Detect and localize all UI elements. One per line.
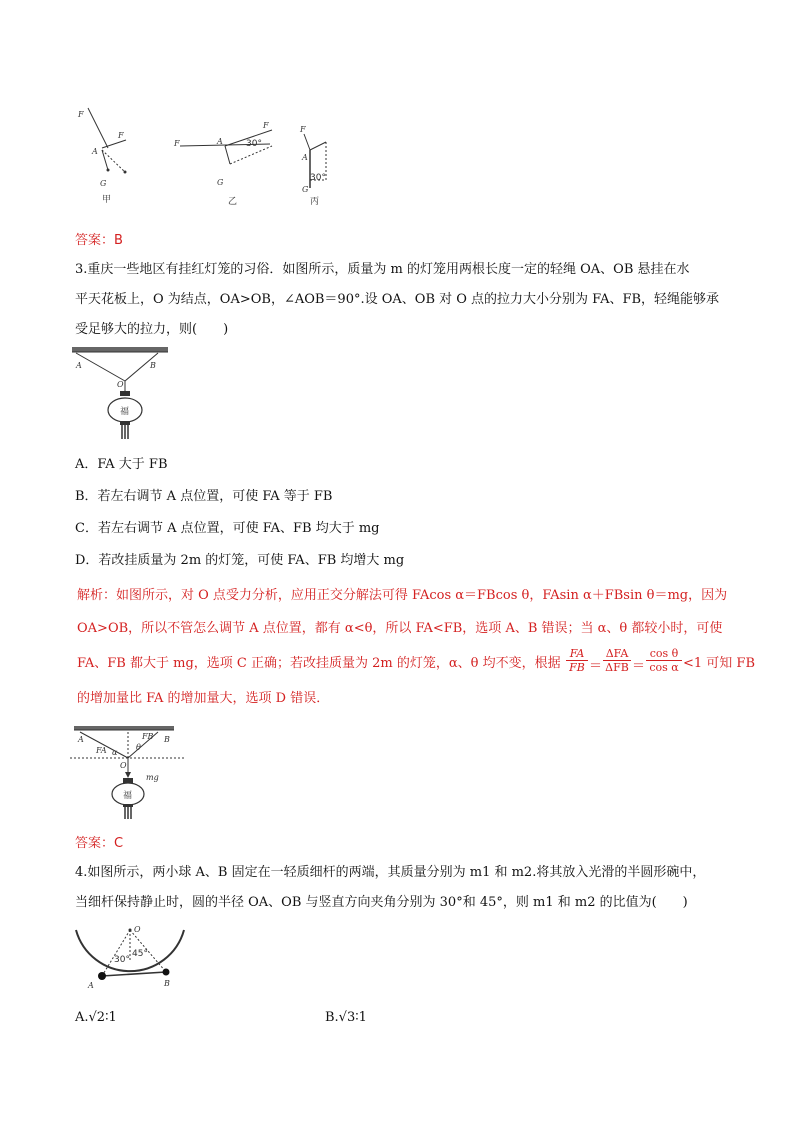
q3-analysis-line1: 解析：如图所示，对 O 点受力分析，应用正交分解法可得 FAcos α＝FBcos θ，FAsin α＋FBsin θ＝mg，因为 — [77, 588, 728, 603]
label-f1-jia: F — [118, 131, 124, 140]
q4-option-a: A.√2∶1 — [75, 1010, 117, 1025]
q3-analysis-line2: OA>OB，所以不管怎么调节 A 点位置，都有 α<θ，所以 FA<FB，选项 A、B 错误；当 α、θ 都较小时，可使 — [77, 621, 723, 636]
q3-stem-line1: 3.重庆一些地区有挂红灯笼的习俗．如图所示，质量为 m 的灯笼用两根长度一定的轻绳 OA、OB 悬挂在水 — [75, 262, 690, 277]
q3-option-b: B．若左右调节 A 点位置，可使 FA 等于 FB — [75, 489, 333, 504]
lantern-label-b: B — [150, 361, 156, 370]
label-f1-yi: F — [174, 139, 180, 148]
fig2-label-mg: mg — [146, 773, 159, 782]
frac2-den: ΔFB — [605, 661, 629, 674]
fraction-dfa-dfb — [603, 647, 631, 674]
fraction-fa-fb — [566, 647, 588, 674]
q3-option-c: C．若左右调节 A 点位置，可使 FA、FB 均大于 mg — [75, 521, 380, 536]
figure-bowl — [70, 922, 190, 994]
label-a-yi: A — [217, 137, 223, 146]
label-a-jia: A — [92, 147, 98, 156]
label-g-jia: G — [100, 179, 107, 188]
fig2-label-theta: θ — [136, 743, 141, 752]
eq-sign-2: ＝ — [632, 659, 646, 674]
lantern-label-a: A — [76, 361, 82, 370]
bowl-label-45: 45° — [132, 949, 148, 959]
q3-option-d: D．若改挂质量为 2m 的灯笼，可使 FA、FB 均增大 mg — [75, 553, 405, 568]
label-bing: 丙 — [310, 197, 320, 207]
fig2-label-a: A — [78, 735, 84, 744]
fig2-label-alpha: α — [112, 748, 118, 757]
frac1-den: FB — [569, 661, 585, 674]
label-f2-jia: F — [78, 110, 84, 119]
frac3-den: cos α — [649, 661, 679, 674]
label-angle-bing: 30° — [310, 173, 326, 183]
q4-stem-line2: 当细杆保持静止时，圆的半径 OA、OB 与竖直方向夹角分别为 30°和 45°，则 m1 和 m2 的比值为( ) — [75, 895, 688, 910]
fig2-label-fu: 福 — [123, 791, 133, 801]
q3-option-a: A．FA 大于 FB — [75, 457, 168, 472]
label-f2-yi: F — [263, 121, 269, 130]
label-f-bing: F — [300, 125, 306, 134]
q3-analysis-line4: 的增加量比 FA 的增加量大，选项 D 错误． — [77, 691, 330, 706]
frac2-num: ΔFA — [603, 647, 631, 661]
answer-prev: 答案：B — [75, 233, 123, 248]
label-g-yi: G — [217, 178, 224, 187]
q4-stem-line1: 4.如图所示，两小球 A、B 固定在一轻质细杆的两端，其质量分别为 m1 和 m2.将其放入光滑的半圆形碗中， — [75, 865, 706, 880]
label-angle-yi: 30° — [246, 139, 262, 149]
diagram-yi — [173, 121, 272, 207]
bowl-label-30: 30° — [114, 955, 130, 965]
bowl-label-o: O — [134, 925, 141, 934]
figure-lantern — [70, 345, 180, 445]
diagram-jia — [77, 108, 127, 205]
lantern-label-fu: 福 — [120, 407, 130, 417]
label-g-bing: G — [302, 185, 309, 194]
bowl-label-b: B — [164, 979, 170, 988]
fraction-cos — [646, 647, 682, 674]
q3-stem-line2: 平天花板上，O 为结点，OA>OB，∠AOB＝90°.设 OA、OB 对 O 点的拉力大小分别为 FA、FB，轻绳能够承 — [75, 292, 720, 307]
figure-lantern-forces — [70, 722, 190, 822]
fig2-label-o: O — [120, 761, 127, 770]
label-jia: 甲 — [102, 195, 112, 205]
q3-stem-line3: 受足够大的拉力，则( ) — [75, 322, 229, 337]
q3-analysis-line3a: FA、FB 都大于 mg，选项 C 正确；若改挂质量为 2m 的灯笼，α、θ 均不变，根据 — [77, 656, 561, 671]
fig2-label-fb: FB — [142, 732, 154, 741]
frac1-num: FA — [566, 647, 588, 661]
label-a-bing: A — [302, 153, 308, 162]
label-yi: 乙 — [228, 197, 238, 207]
answer-q3: 答案：C — [75, 836, 124, 851]
figure-force-diagrams — [70, 100, 350, 210]
q4-option-b: B.√3∶1 — [325, 1010, 367, 1025]
lantern-label-o: O — [117, 380, 124, 389]
fig2-label-b: B — [164, 735, 170, 744]
diagram-bing — [299, 125, 326, 207]
frac3-num: cos θ — [646, 647, 682, 661]
fig2-label-fa: FA — [96, 746, 107, 755]
eq-sign-1: ＝ — [589, 659, 603, 674]
q3-analysis-line3b: <1 可知 FB — [683, 656, 756, 671]
bowl-label-a: A — [88, 981, 94, 990]
